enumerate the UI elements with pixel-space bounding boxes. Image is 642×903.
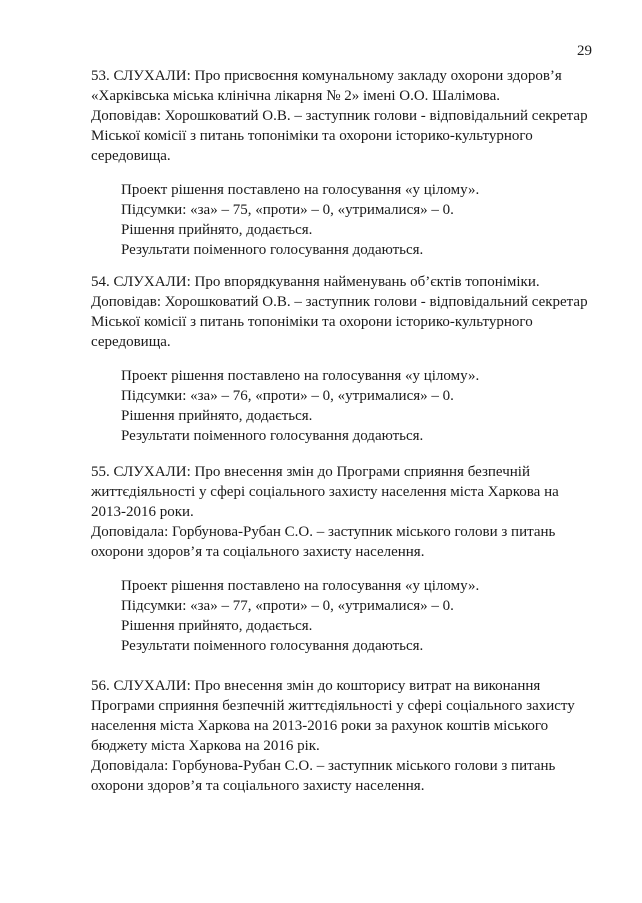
vote-block (91, 576, 596, 656)
decision-text: Рішення прийнято, додається. (121, 618, 313, 634)
agenda-item-54 (91, 272, 596, 446)
vote-block (91, 366, 596, 446)
speaker-text: Доповідав: Хорошковатий О.В. – заступник голови - відповідальний секретар Міської комісії з питань топоніміки та охорони історико-культурного середовища. (91, 294, 588, 350)
speaker-text: Доповідала: Горбунова-Рубан С.О. – заступник міського голови з питань охорони здоров’я та соціального захисту населення. (91, 524, 556, 560)
vote-results-text: Підсумки: «за» – 75, «проти» – 0, «утрималися» – 0. (121, 202, 454, 218)
vote-results-text: Підсумки: «за» – 77, «проти» – 0, «утрималися» – 0. (121, 598, 454, 614)
agenda-item-56 (91, 676, 596, 796)
speaker-text: Доповідав: Хорошковатий О.В. – заступник голови - відповідальний секретар Міської комісії з питань топоніміки та охорони історико-культурного середовища. (91, 108, 588, 164)
vote-block (91, 180, 596, 260)
speaker-text: Доповідала: Горбунова-Рубан С.О. – заступник міського голови з питань охорони здоров’я та соціального захисту населення. (91, 758, 556, 794)
heard-text: 53. СЛУХАЛИ: Про присвоєння комунальному закладу охорони здоров’я «Харківська міська клінічна лікарня № 2» імені О.О. Шалімова. (91, 68, 562, 104)
heard-text: 54. СЛУХАЛИ: Про впорядкування найменувань об’єктів топоніміки. (91, 274, 540, 290)
roll-call-text: Результати поіменного голосування додаються. (121, 242, 424, 258)
agenda-item-55 (91, 462, 596, 656)
roll-call-text: Результати поіменного голосування додаються. (121, 428, 424, 444)
put-to-vote-text: Проект рішення поставлено на голосування «у цілому». (121, 368, 480, 384)
roll-call-text: Результати поіменного голосування додаються. (121, 638, 424, 654)
page-number: 29 (577, 43, 592, 59)
put-to-vote-text: Проект рішення поставлено на голосування «у цілому». (121, 578, 480, 594)
decision-text: Рішення прийнято, додається. (121, 222, 313, 238)
heard-text: 55. СЛУХАЛИ: Про внесення змін до Програми сприяння безпечній життєдіяльності у сфері соціального захисту населення міста Харкова на 2013-2016 роки. (91, 464, 559, 520)
vote-results-text: Підсумки: «за» – 76, «проти» – 0, «утрималися» – 0. (121, 388, 454, 404)
decision-text: Рішення прийнято, додається. (121, 408, 313, 424)
agenda-item-53 (91, 66, 596, 260)
put-to-vote-text: Проект рішення поставлено на голосування «у цілому». (121, 182, 480, 198)
heard-text: 56. СЛУХАЛИ: Про внесення змін до кошторису витрат на виконання Програми сприяння безпечній життєдіяльності у сфері соціального захисту населення міста Харкова на 2013-2016 роки за рахунок коштів міського бюджету міста Харкова на 2016 рік. (91, 678, 575, 754)
